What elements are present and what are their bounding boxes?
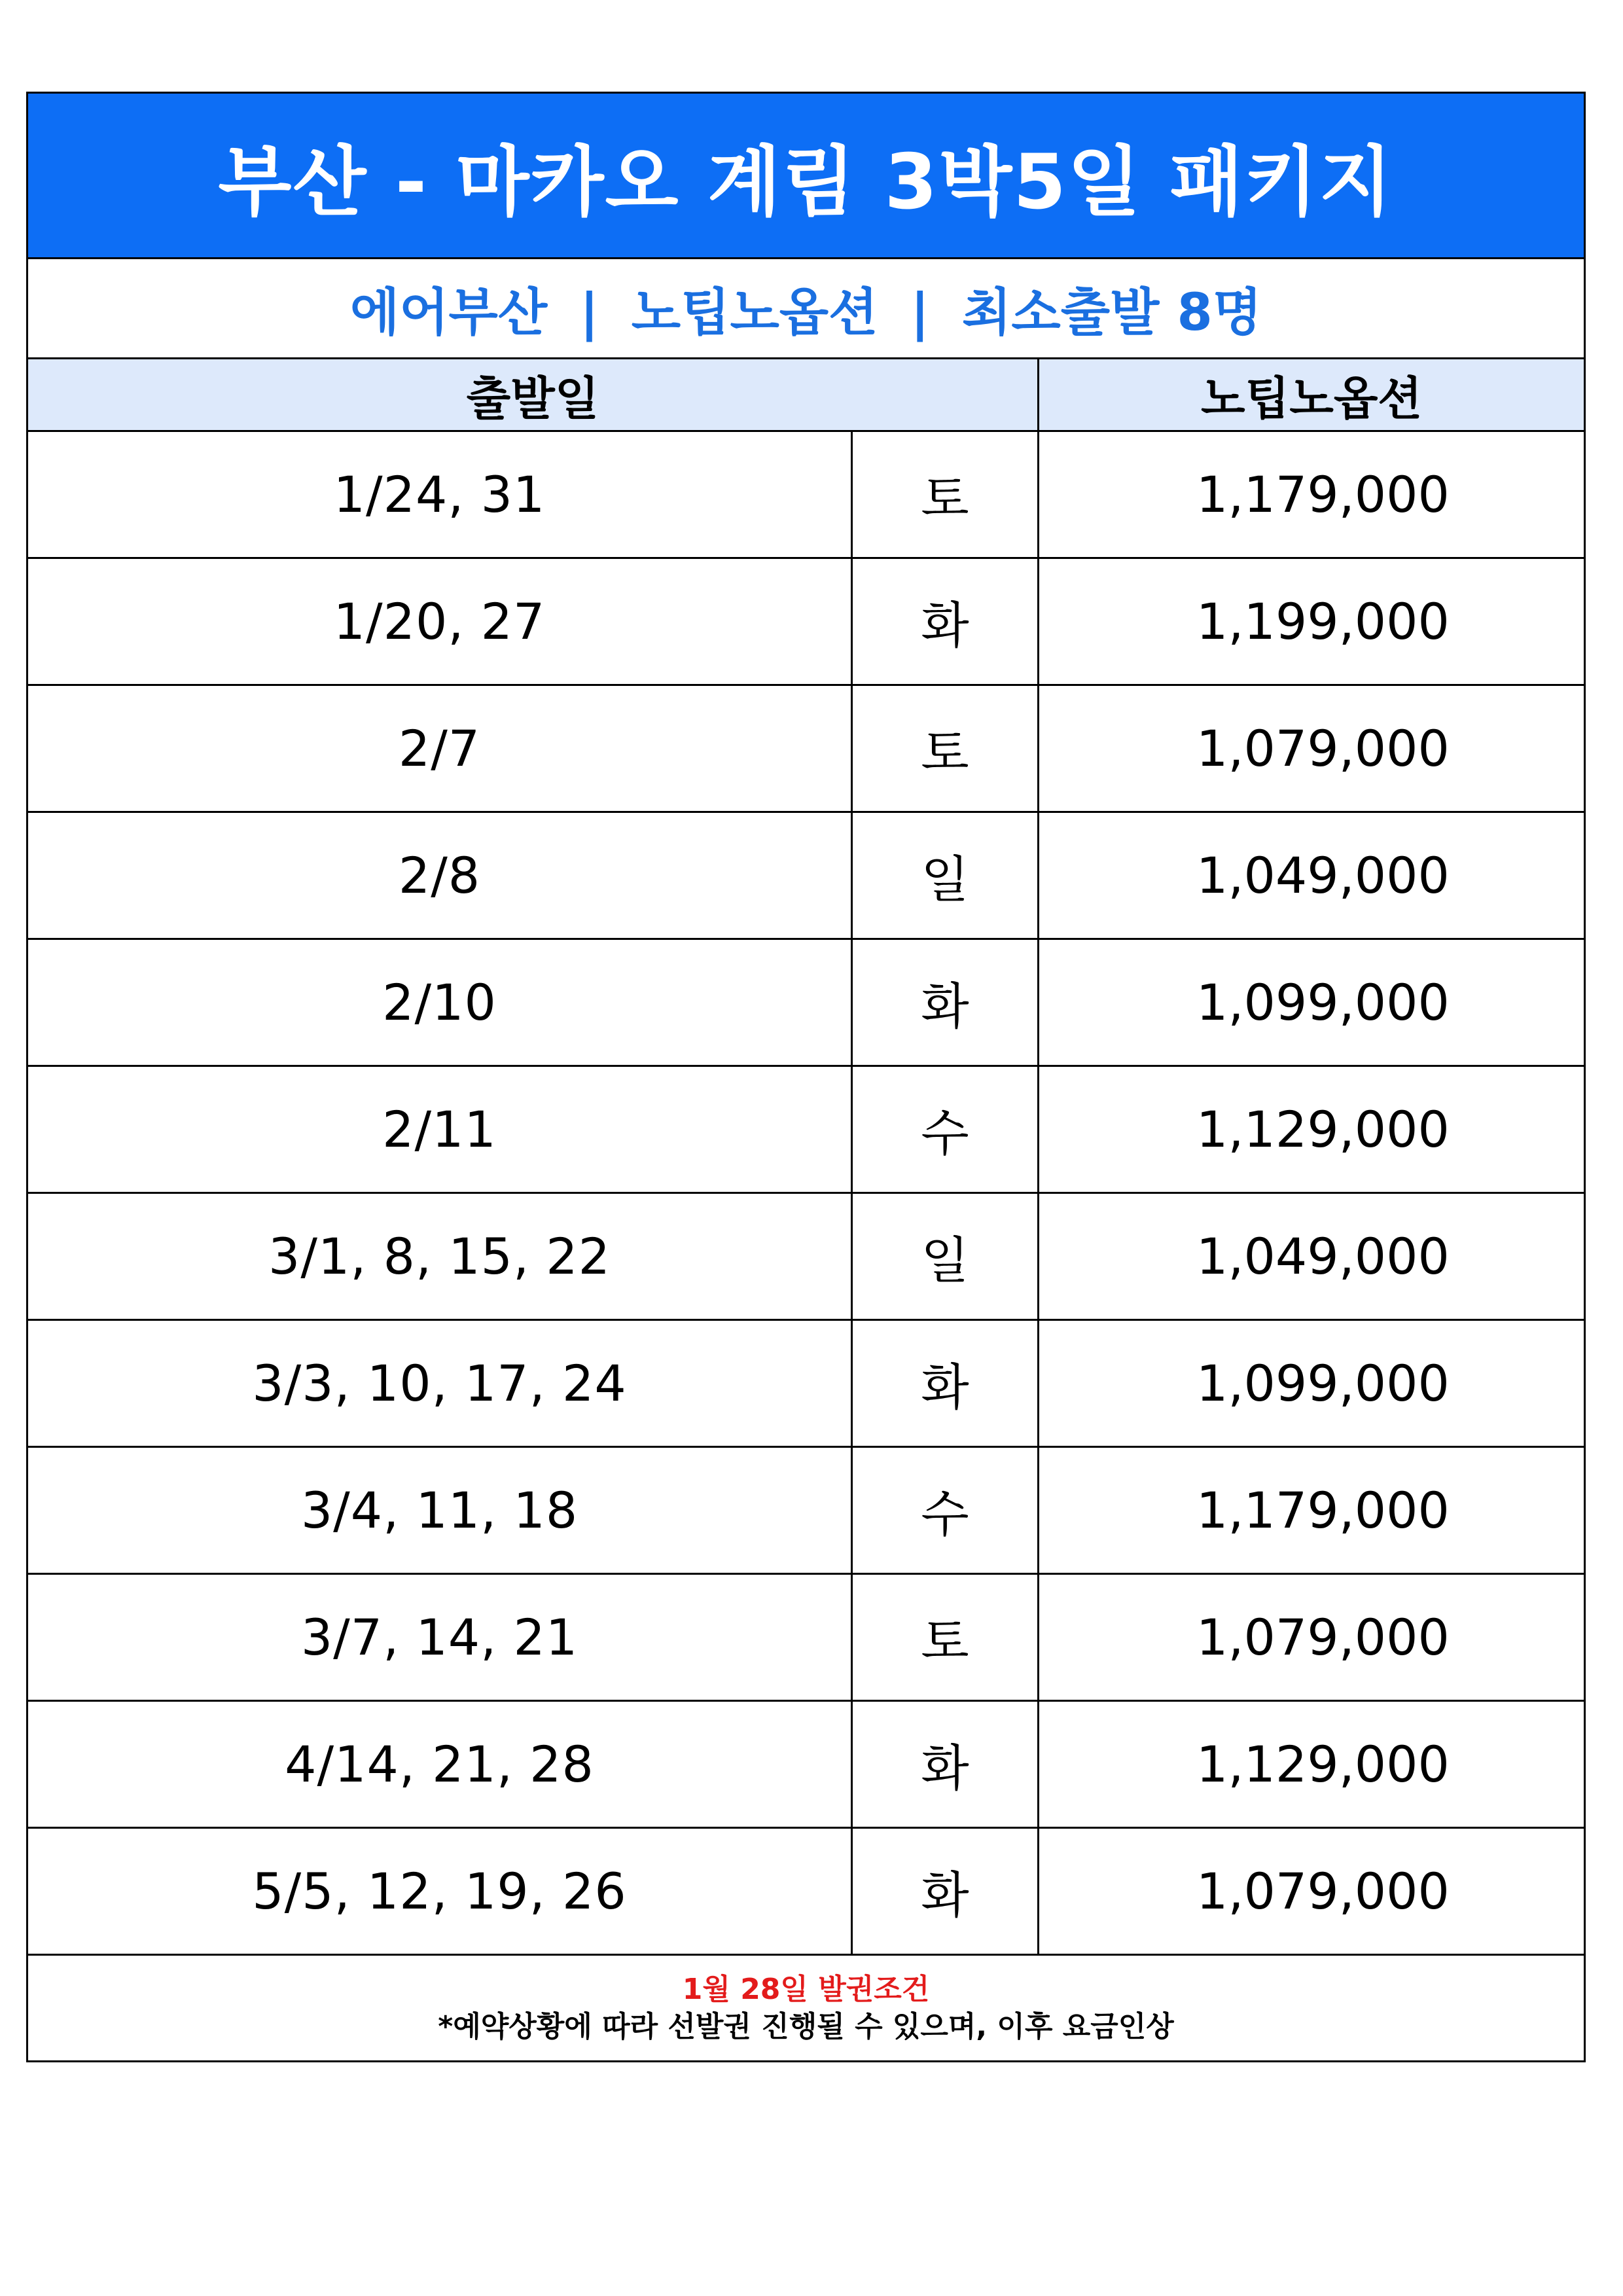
weekday: 화 xyxy=(852,1320,1039,1447)
price: 1,099,000 xyxy=(1039,939,1585,1066)
weekday: 토 xyxy=(852,685,1039,812)
price: 1,179,000 xyxy=(1039,1447,1585,1574)
price: 1,079,000 xyxy=(1039,685,1585,812)
airline-label: 에어부산 xyxy=(349,283,548,342)
minimum-departure-label: 최소출발 8명 xyxy=(962,283,1262,342)
footer-note xyxy=(27,1955,1585,2062)
weekday: 화 xyxy=(852,1701,1039,1828)
package-title: 부산 - 마카오 계림 3박5일 패키지 xyxy=(27,93,1585,259)
package-subtitle xyxy=(27,259,1585,359)
table-row xyxy=(27,1701,1585,1828)
departure-dates: 1/24, 31 xyxy=(27,431,852,558)
table-row xyxy=(27,1066,1585,1193)
departure-dates: 1/20, 27 xyxy=(27,558,852,685)
table-row xyxy=(27,1574,1585,1701)
issue-condition: 1월 28일 발권조건 xyxy=(682,1972,930,2006)
price: 1,129,000 xyxy=(1039,1066,1585,1193)
departure-dates: 2/7 xyxy=(27,685,852,812)
departure-dates: 3/4, 11, 18 xyxy=(27,1447,852,1574)
price: 1,099,000 xyxy=(1039,1320,1585,1447)
departure-dates: 3/3, 10, 17, 24 xyxy=(27,1320,852,1447)
weekday: 토 xyxy=(852,1574,1039,1701)
departure-dates: 5/5, 12, 19, 26 xyxy=(27,1828,852,1955)
header-price: 노팁노옵션 xyxy=(1039,359,1585,431)
booking-remark: *예약상황에 따라 선발권 진행될 수 있으며, 이후 요금인상 xyxy=(438,2010,1174,2043)
weekday: 수 xyxy=(852,1447,1039,1574)
departure-dates: 2/11 xyxy=(27,1066,852,1193)
weekday: 토 xyxy=(852,431,1039,558)
price-rows xyxy=(27,431,1585,1955)
price: 1,079,000 xyxy=(1039,1828,1585,1955)
header-departure: 출발일 xyxy=(27,359,1039,431)
price: 1,199,000 xyxy=(1039,558,1585,685)
weekday: 화 xyxy=(852,1828,1039,1955)
departure-dates: 3/1, 8, 15, 22 xyxy=(27,1193,852,1320)
price: 1,179,000 xyxy=(1039,431,1585,558)
departure-dates: 2/10 xyxy=(27,939,852,1066)
table-row xyxy=(27,812,1585,939)
table-row xyxy=(27,685,1585,812)
table-row xyxy=(27,1193,1585,1320)
table-row xyxy=(27,939,1585,1066)
table-row xyxy=(27,431,1585,558)
price: 1,129,000 xyxy=(1039,1701,1585,1828)
subtitle-separator: | xyxy=(580,283,599,342)
price: 1,079,000 xyxy=(1039,1574,1585,1701)
table-row xyxy=(27,1828,1585,1955)
package-price-table xyxy=(26,92,1586,2062)
weekday: 화 xyxy=(852,939,1039,1066)
weekday: 일 xyxy=(852,812,1039,939)
departure-dates: 4/14, 21, 28 xyxy=(27,1701,852,1828)
table-row xyxy=(27,1447,1585,1574)
table-row xyxy=(27,558,1585,685)
weekday: 수 xyxy=(852,1066,1039,1193)
departure-dates: 3/7, 14, 21 xyxy=(27,1574,852,1701)
price: 1,049,000 xyxy=(1039,812,1585,939)
table-row xyxy=(27,1320,1585,1447)
weekday: 일 xyxy=(852,1193,1039,1320)
price: 1,049,000 xyxy=(1039,1193,1585,1320)
subtitle-separator: | xyxy=(910,283,929,342)
departure-dates: 2/8 xyxy=(27,812,852,939)
option-label: 노팁노옵션 xyxy=(631,283,878,342)
weekday: 화 xyxy=(852,558,1039,685)
